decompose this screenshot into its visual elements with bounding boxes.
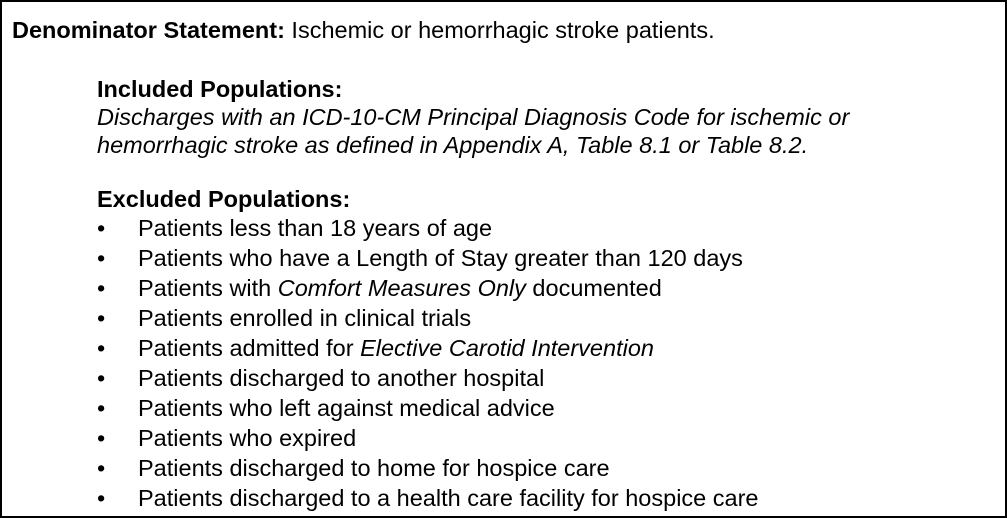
list-item: [97, 303, 758, 333]
bullet-icon: •: [97, 305, 106, 331]
excluded-populations-heading: Excluded Populations:: [97, 186, 351, 212]
list-item: [97, 213, 758, 243]
list-item-text: Patients who left against medical advice: [138, 395, 555, 421]
list-item-text: Patients enrolled in clinical trials: [138, 305, 472, 331]
list-item-text: Patients less than 18 years of age: [138, 215, 493, 241]
excluded-populations-section: [97, 185, 350, 213]
included-populations-section: [97, 75, 849, 159]
list-item: [97, 453, 758, 483]
list-item: [97, 483, 758, 513]
list-item-italic-text: Comfort Measures Only: [277, 275, 526, 301]
list-item-text: Patients who expired: [138, 425, 357, 451]
bullet-icon: •: [97, 215, 106, 241]
list-item-text: Patients with: [138, 275, 278, 301]
included-populations-heading: Included Populations:: [97, 76, 343, 102]
list-item-text: Patients admitted for: [138, 335, 361, 361]
bullet-icon: •: [97, 455, 106, 481]
bullet-icon: •: [97, 425, 106, 451]
list-item-text: Patients discharged to home for hospice care: [138, 455, 610, 481]
list-item: [97, 273, 758, 303]
denominator-statement: [12, 15, 715, 45]
list-item: [97, 393, 758, 423]
list-item-italic-text: Elective Carotid Intervention: [360, 335, 654, 361]
bullet-icon: •: [97, 245, 106, 271]
list-item: [97, 363, 758, 393]
excluded-populations-list: [97, 213, 758, 513]
list-item-text: Patients discharged to another hospital: [138, 365, 545, 391]
bullet-icon: •: [97, 395, 106, 421]
list-item-text: Patients who have a Length of Stay greater than 120 days: [138, 245, 743, 271]
denominator-text: Ischemic or hemorrhagic stroke patients.: [284, 17, 715, 43]
list-item: [97, 243, 758, 273]
denominator-label: Denominator Statement:: [12, 17, 285, 43]
list-item-text: documented: [525, 275, 662, 301]
bullet-icon: •: [97, 275, 106, 301]
list-item: [97, 423, 758, 453]
bullet-icon: •: [97, 335, 106, 361]
list-item: [97, 333, 758, 363]
bullet-icon: •: [97, 365, 106, 391]
included-populations-line-2: hemorrhagic stroke as defined in Appendix A, Table 8.1 or Table 8.2.: [97, 132, 809, 158]
bullet-icon: •: [97, 485, 106, 511]
list-item-text: Patients discharged to a health care facility for hospice care: [138, 485, 759, 511]
included-populations-line-1: Discharges with an ICD-10-CM Principal Diagnosis Code for ischemic or: [97, 104, 850, 130]
